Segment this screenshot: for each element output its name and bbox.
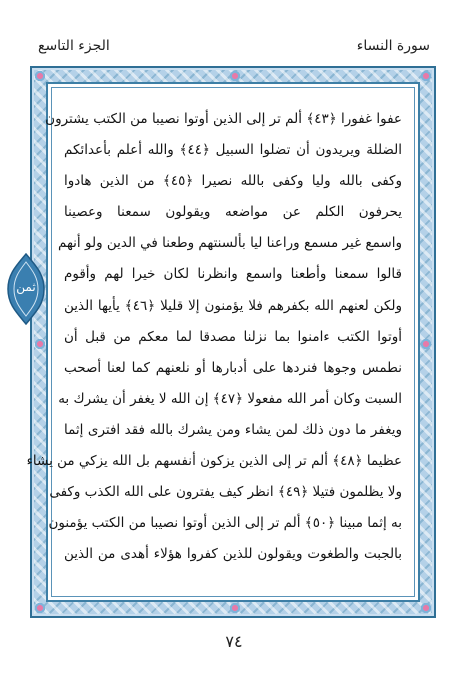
hizb-quarter-marker — [6, 252, 46, 326]
border-rosette — [420, 338, 432, 350]
text-line: قالوا سمعنا وأطعنا واسمع وانظرنا لكان خيرا لهم وأقوم — [64, 266, 402, 283]
text-line: نطمس وجوها فنردها على أدبارها أو نلعنهم كما لعنا أصحب — [64, 359, 402, 376]
text-line: ولا يظلمون فتيلا ﴿٤٩﴾ انظر كيف يفترون على الله الكذب وكفى — [49, 484, 402, 501]
text-line: ويغفر ما دون ذلك لمن يشاء ومن يشرك بالله فقد افترى إثما — [64, 421, 402, 438]
corner-rosette — [420, 602, 432, 614]
page-header — [0, 0, 468, 66]
marker-label: ثمن — [16, 280, 36, 294]
page-number: ٧٤ — [225, 632, 243, 651]
text-line: يحرفون الكلم عن مواضعه ويقولون سمعنا وعصينا — [64, 204, 402, 221]
text-line: عظيما ﴿٤٨﴾ ألم تر إلى الذين يزكون أنفسهم بل الله يزكي من يشاء — [26, 453, 402, 470]
border-rosette — [229, 70, 241, 82]
text-line: ولكن لعنهم الله بكفرهم فلا يؤمنون إلا قليلا ﴿٤٦﴾ يأيها الذين — [64, 297, 402, 314]
corner-rosette — [420, 70, 432, 82]
corner-rosette — [34, 602, 46, 614]
border-rosette — [34, 338, 46, 350]
text-line: واسمع غير مسمع وراعنا ليا بألسنتهم وطعنا في الدين ولو أنهم — [57, 235, 402, 252]
corner-rosette — [34, 70, 46, 82]
text-line: به إثما مبينا ﴿٥٠﴾ ألم تر إلى الذين أوتوا نصيبا من الكتب يؤمنون — [48, 515, 402, 532]
text-line: أوتوا الكتب ءامنوا بما نزلنا مصدقا لما معكم من قبل أن — [64, 328, 402, 345]
text-line: السبت وكان أمر الله مفعولا ﴿٤٧﴾ إن الله لا يغفر أن يشرك به — [58, 390, 402, 407]
text-line: عفوا غفورا ﴿٤٣﴾ ألم تر إلى الذين أوتوا نصيبا من الكتب يشترون — [45, 111, 402, 127]
text-line: بالجبت والطغوت ويقولون للذين كفروا هؤلاء أهدى من الذين — [64, 546, 402, 563]
text-line: وكفى بالله وليا وكفى بالله نصيرا ﴿٤٥﴾ من الذين هادوا — [64, 173, 403, 190]
surah-label: سورة النساء — [356, 38, 430, 54]
juz-label: الجزء التاسع — [38, 38, 110, 54]
border-rosette — [229, 602, 241, 614]
text-line: الضللة ويريدون أن تضلوا السبيل ﴿٤٤﴾ والله أعلم بأعدائكم — [64, 142, 402, 159]
